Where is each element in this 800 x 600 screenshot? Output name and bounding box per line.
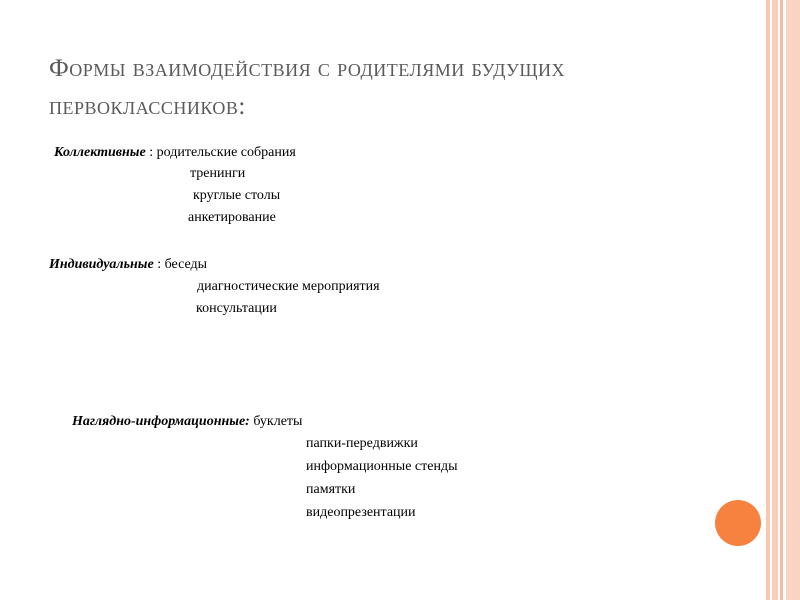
group-separator: : bbox=[153, 257, 165, 272]
list-item: круглые столы bbox=[193, 188, 281, 203]
decorative-stripe bbox=[780, 0, 783, 600]
group-collective-header bbox=[54, 144, 296, 162]
decorative-circle-icon bbox=[715, 500, 761, 546]
list-item: информационные стенды bbox=[306, 459, 458, 474]
list-item: родительские собрания bbox=[156, 145, 296, 160]
list-item: анкетирование bbox=[188, 210, 276, 225]
group-label: Индивидуальные bbox=[49, 257, 154, 272]
list-item: диагностические мероприятия bbox=[197, 279, 380, 294]
list-item: видеопрезентации bbox=[306, 505, 416, 520]
group-separator: : bbox=[145, 145, 157, 160]
group-label: Коллективные bbox=[54, 145, 146, 160]
slide-title: Формы взаимодействия с родителями будущих первоклассников: bbox=[49, 55, 565, 120]
group-individual-header bbox=[49, 256, 207, 274]
group-visual-header bbox=[72, 413, 302, 431]
decorative-stripe bbox=[772, 0, 778, 600]
decorative-stripe bbox=[786, 0, 800, 600]
list-item: папки-передвижки bbox=[306, 436, 418, 451]
list-item: памятки bbox=[306, 482, 356, 497]
group-label: Наглядно-информационные: bbox=[72, 414, 250, 429]
list-item: беседы bbox=[164, 257, 208, 272]
list-item: буклеты bbox=[253, 414, 303, 429]
list-item: консультации bbox=[196, 301, 277, 316]
list-item: тренинги bbox=[190, 166, 246, 181]
decorative-stripe bbox=[766, 0, 770, 600]
